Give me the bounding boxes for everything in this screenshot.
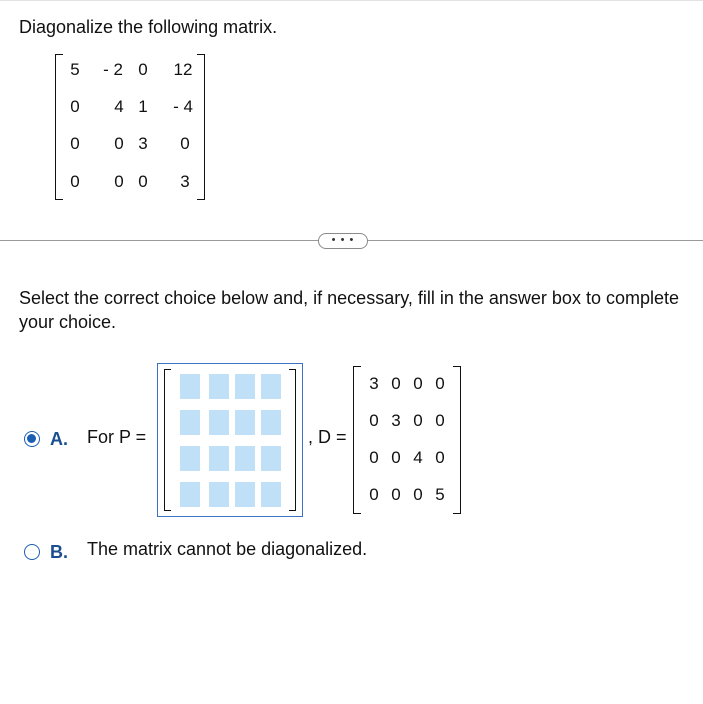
matrix-cell: 12: [173, 60, 193, 79]
p-entry-input[interactable]: [180, 482, 200, 507]
d-matrix-cell: 0: [369, 448, 379, 467]
question-matrix: [55, 54, 205, 200]
option-a-letter: A.: [50, 429, 68, 449]
p-entry-input[interactable]: [235, 374, 255, 399]
matrix-cell: 5: [70, 60, 80, 79]
d-matrix-cell: 0: [391, 374, 401, 393]
matrix-cell: 0: [138, 172, 148, 191]
d-matrix-cell: 3: [369, 374, 379, 393]
p-entry-input[interactable]: [261, 374, 281, 399]
p-entry-input[interactable]: [235, 410, 255, 435]
option-b-letter: B.: [50, 542, 68, 562]
matrix-cell: 3: [180, 172, 190, 191]
d-matrix: [353, 366, 461, 514]
p-entry-input[interactable]: [180, 410, 200, 435]
right-bracket: [453, 366, 461, 514]
d-matrix-cell: 4: [413, 448, 423, 467]
d-matrix-cell: 3: [391, 411, 401, 430]
option-a-prefix: For P =: [87, 427, 147, 447]
p-entry-input[interactable]: [261, 482, 281, 507]
d-matrix-cell: 0: [413, 374, 423, 393]
p-entry-input[interactable]: [261, 446, 281, 471]
d-matrix-cell: 0: [435, 374, 445, 393]
d-matrix-cell: 0: [413, 411, 423, 430]
top-rule: [0, 0, 703, 1]
matrix-cell: - 2: [103, 60, 123, 79]
p-entry-input[interactable]: [180, 446, 200, 471]
p-entry-input[interactable]: [209, 482, 229, 507]
d-matrix-cell: 0: [435, 448, 445, 467]
p-matrix-answer-box: [157, 363, 303, 517]
p-entry-input[interactable]: [180, 374, 200, 399]
p-entry-input[interactable]: [261, 410, 281, 435]
expand-more-button[interactable]: • • •: [318, 233, 368, 249]
matrix-cell: 0: [114, 134, 124, 153]
matrix-cell: 0: [70, 97, 80, 116]
d-matrix-cell: 0: [413, 485, 423, 504]
d-matrix-cell: 0: [435, 411, 445, 430]
matrix-cell: 0: [180, 134, 190, 153]
matrix-cell: - 4: [173, 97, 193, 116]
d-matrix-cell: 0: [391, 485, 401, 504]
option-b-radio[interactable]: [24, 544, 40, 560]
matrix-cell: 0: [70, 172, 80, 191]
matrix-cell: 1: [138, 97, 148, 116]
option-b-text: The matrix cannot be diagonalized.: [87, 539, 368, 559]
matrix-cell: 0: [138, 60, 148, 79]
p-entry-input[interactable]: [209, 410, 229, 435]
d-matrix-cell: 0: [391, 448, 401, 467]
right-bracket: [289, 369, 296, 511]
matrix-cell: 0: [114, 172, 124, 191]
p-entry-input[interactable]: [235, 482, 255, 507]
option-a-separator: , D =: [308, 427, 347, 447]
d-matrix-cell: 0: [369, 485, 379, 504]
left-bracket: [353, 366, 361, 514]
d-matrix-cell: 5: [435, 485, 445, 504]
matrix-cell: 3: [138, 134, 148, 153]
left-bracket: [164, 369, 171, 511]
question-prompt: Diagonalize the following matrix.: [19, 17, 278, 37]
p-entry-input[interactable]: [209, 446, 229, 471]
matrix-cell: 0: [70, 134, 80, 153]
p-entry-input[interactable]: [209, 374, 229, 399]
d-matrix-cell: 0: [369, 411, 379, 430]
instructions-text: Select the correct choice below and, if necessary, fill in the answer box to complete your choice.: [19, 288, 679, 332]
p-entry-input[interactable]: [235, 446, 255, 471]
option-a-radio[interactable]: [24, 431, 40, 447]
matrix-cell: 4: [114, 97, 124, 116]
